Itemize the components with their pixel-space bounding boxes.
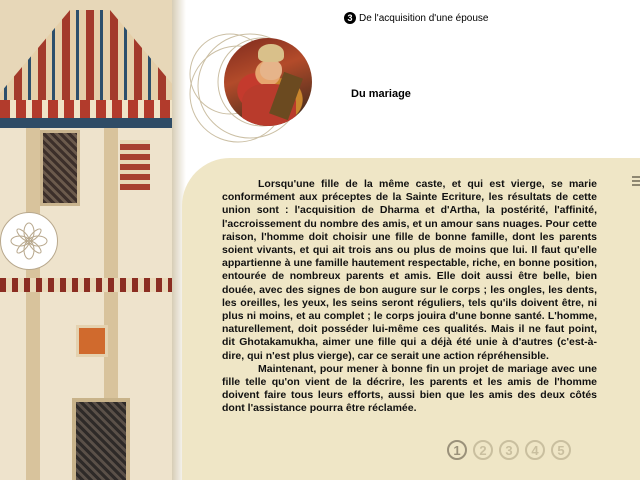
- body-text: [222, 178, 597, 416]
- body-paragraph-2: Maintenant, pour mener à bonne fin un projet de mariage avec une fille telle qu'on vient de la décrire, les parents et les amis de l'homme doivent faire tous leurs efforts, aussi bien que les amis des deux côtés dont l'assistance pourra être réclamée.: [222, 362, 597, 415]
- page-button-2[interactable]: 2: [473, 440, 493, 460]
- page-button-4[interactable]: 4: [525, 440, 545, 460]
- decorative-painting: [0, 0, 172, 480]
- scrollbar-thumb[interactable]: [632, 174, 640, 186]
- page-button-5[interactable]: 5: [551, 440, 571, 460]
- scrollbar[interactable]: [630, 172, 640, 442]
- miniature-portrait: [224, 38, 312, 126]
- page-button-1[interactable]: 1: [447, 440, 467, 460]
- painted-tile: [76, 325, 108, 357]
- page-button-3[interactable]: 3: [499, 440, 519, 460]
- lotus-rosette-icon: [0, 212, 58, 270]
- chapter-subtitle: Du mariage: [351, 88, 411, 100]
- painted-window: [120, 140, 150, 190]
- painted-door-lower: [72, 398, 130, 480]
- section-header: [344, 10, 488, 26]
- section-number-badge: 3: [344, 12, 356, 24]
- painted-door: [40, 130, 80, 206]
- page-navigation: [447, 440, 571, 460]
- body-paragraph-1: Lorsqu'une fille de la même caste, et qui est vierge, se marie conformément aux préceptes de la Sainte Ecriture, les résultats de cette union sont : l'acquisition de Dharma et d'Artha, la postérité, l'affinité, l'accroissement du nombre des amis, et un amour sans nuages. Pour cette raison, l'homme doit choisir une fille de bonne famille, dont les parents soient vivants, et qui ait trois ans ou plus de moins que lui. Il faut qu'elle appartienne à une famille hautement respectable, riche, en bonne position, entourée de nombreux parents et amis. Elle doit aussi être belle, bien douée, avec des signes de bon augure sur le corps ; les ongles, les dents, les oreilles, les yeux, les seins seront réguliers, tels qu'ils doivent être, ni plus ni moins, et au complet ; le corps jouira d'une bonne santé. L'homme, naturellement, doit posséder lui-même ces qualités. Mais il ne faut point, dit Ghotakamukha, aimer une fille qui a déjà été unie à d'autres (c'est-à-dire, qui n'est plus vierge), car ce serait une action répréhensible.: [222, 178, 597, 362]
- section-title: De l'acquisition d'une épouse: [359, 12, 489, 24]
